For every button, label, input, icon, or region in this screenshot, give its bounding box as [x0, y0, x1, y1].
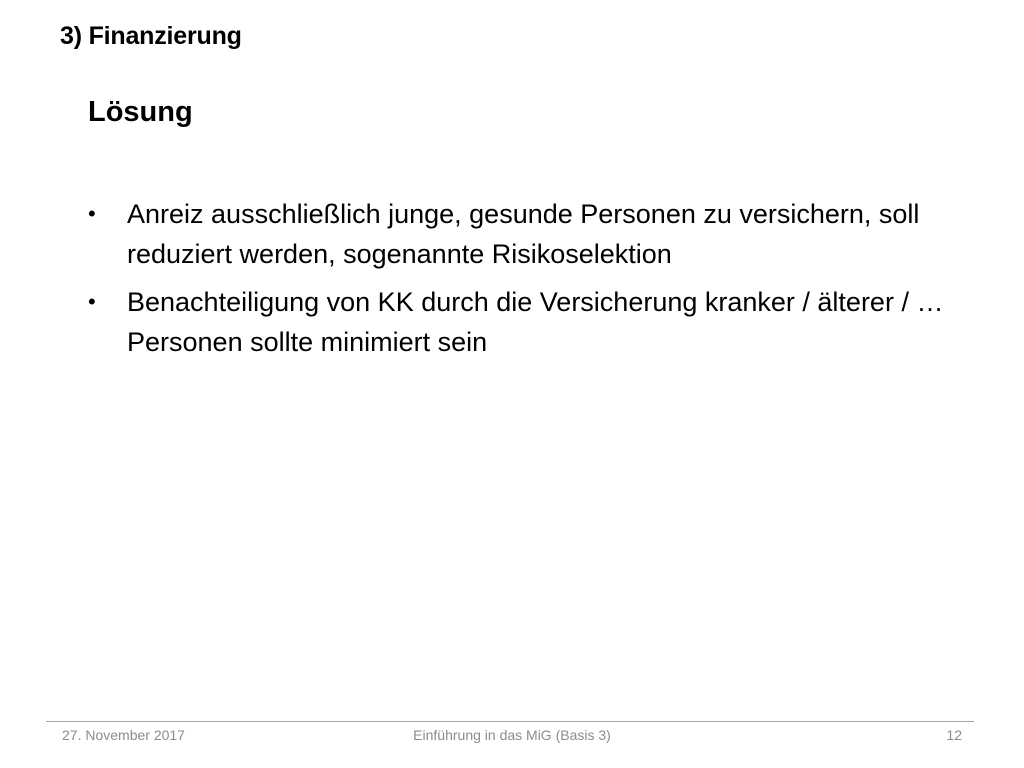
slide-heading: Lösung [88, 96, 193, 128]
bullet-item [88, 194, 968, 274]
footer-divider [46, 721, 974, 722]
bullet-marker: • [88, 289, 96, 314]
bullet-text: Anreiz ausschließlich junge, gesunde Personen zu versichern, soll reduziert werden, sogenannte Risikoselektion [127, 199, 920, 269]
footer-date: 27. November 2017 [62, 727, 185, 743]
bullet-marker: • [88, 201, 96, 226]
bullet-item [88, 282, 968, 362]
page-number: 12 [946, 727, 962, 743]
bullet-text: Benachteiligung von KK durch die Versicherung kranker / älterer / … Personen sollte minimiert sein [127, 287, 944, 357]
section-title: 3) Finanzierung [60, 22, 242, 50]
bullet-list [88, 194, 968, 370]
footer-title: Einführung in das MiG (Basis 3) [413, 727, 611, 743]
